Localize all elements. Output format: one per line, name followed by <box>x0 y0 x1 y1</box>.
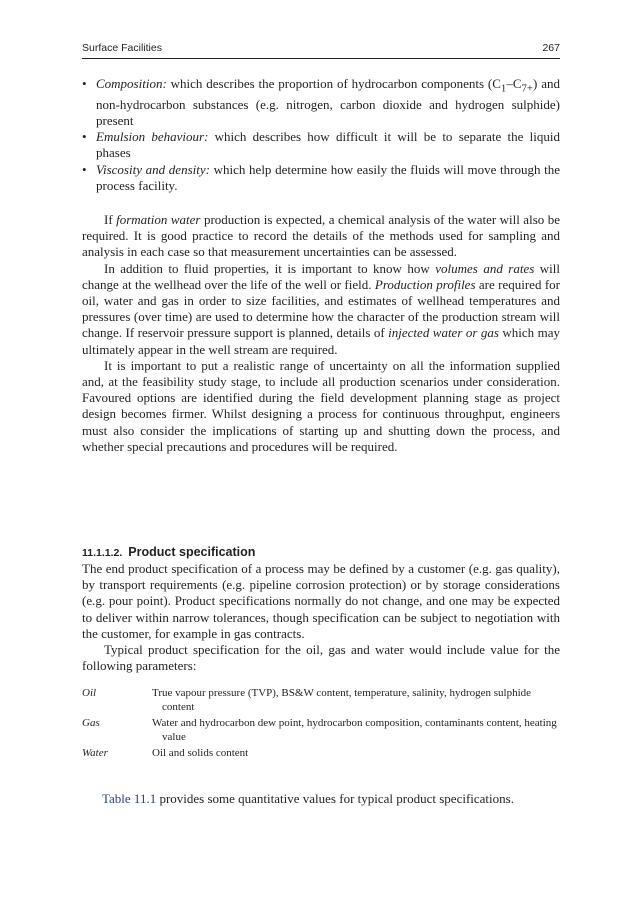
bullet-icon: • <box>82 161 87 177</box>
bullet-item-emulsion: • Emulsion behaviour: which describes how difficult it will be to separate the liquid phases <box>82 129 560 161</box>
bullet-term: Viscosity and density: <box>96 161 210 177</box>
bullet-icon: • <box>82 129 87 145</box>
parameter-row-water <box>82 746 560 760</box>
parameter-row-gas <box>82 716 560 744</box>
body-block-fluids <box>82 212 560 455</box>
table-11-1-link[interactable]: Table 11.1 <box>102 791 157 806</box>
subsection-title: Product specification <box>128 545 256 559</box>
paragraph-volumes-rates: In addition to fluid properties, it is important to know how volumes and rates will change at the wellhead over the life of the well or field. Production profiles are required for oil, water and gas in order to size facilities, and estimates of wellhead temperatures and pressures (over time) are used to determine how the character of the production stream will change. If reservoir pressure support is planned, details of injected water or gas which may ultimately appear in the well stream are required. <box>82 260 560 357</box>
parameter-list <box>82 686 560 762</box>
parameter-term: Water <box>82 747 108 759</box>
paragraph-uncertainty: It is important to put a realistic range of uncertainty on all the information supplied and, at the feasibility study stage, to include all production scenarios under consideration. Favoured options are identified during the field development planning stage as project design becomes firmer. Whilst designing a process for continuous throughput, engineers must also consider the implications of starting up and shutting down the process, and whether special precautions and procedures will be required. <box>82 357 560 454</box>
parameter-definition: Water and hydrocarbon dew point, hydrocarbon composition, contaminants content, heating value <box>152 717 557 743</box>
subsection-number: 11.1.1.2. <box>82 547 123 559</box>
bullet-item-composition: • Composition: which describes the proportion of hydrocarbon components $(C_1-C_{7+})$ and non-hydrocarbon substances (e.g. nitrogen, carbon dioxide and hydrogen sulphide) present <box>82 76 560 128</box>
parameter-definition: True vapour pressure (TVP), BS&W content, temperature, salinity, hydrogen sulphide content <box>152 687 532 713</box>
header-rule <box>82 58 560 59</box>
paragraph-typical-spec: Typical product specification for the oil, gas and water would include value for the following parameters: <box>82 642 560 674</box>
parameter-definition: Oil and solids content <box>152 747 249 759</box>
paragraph-formation-water: If formation water production is expected, a chemical analysis of the water will also be required. It is good practice to record the details of the methods used for sampling and analysis in each case so that measurement uncertainties can be assessed. <box>82 212 560 260</box>
fluid-property-bullets <box>82 76 560 194</box>
bullet-item-viscosity: • Viscosity and density: which help determine how easily the fluids will move through the process facility. <box>82 161 560 193</box>
header-page-number: 267 <box>542 42 560 54</box>
paragraph-table-reference: Table 11.1 provides some quantitative values for typical product specifications. <box>102 791 514 806</box>
paragraph-end-product: The end product specification of a process may be defined by a customer (e.g. gas quality), by transport requirements (e.g. pipeline corrosion protection) or by storage considerations (e.g. pour point). Product specifications normally do not change, and one may be expected to deliver within narrow tolerances, though specification can be subject to negotiation with the customer, for example in gas contracts. <box>82 561 560 641</box>
header-section-title: Surface Facilities <box>82 42 162 54</box>
subsection-heading <box>82 545 560 559</box>
running-header <box>82 42 560 56</box>
parameter-term: Gas <box>82 717 100 729</box>
bullet-term: Emulsion behaviour: <box>96 129 209 145</box>
body-block-product-spec <box>82 561 560 674</box>
bullet-icon: • <box>82 76 87 91</box>
parameter-term: Oil <box>82 687 97 699</box>
parameter-row-oil <box>82 686 560 714</box>
bullet-term: Composition: <box>96 76 167 91</box>
